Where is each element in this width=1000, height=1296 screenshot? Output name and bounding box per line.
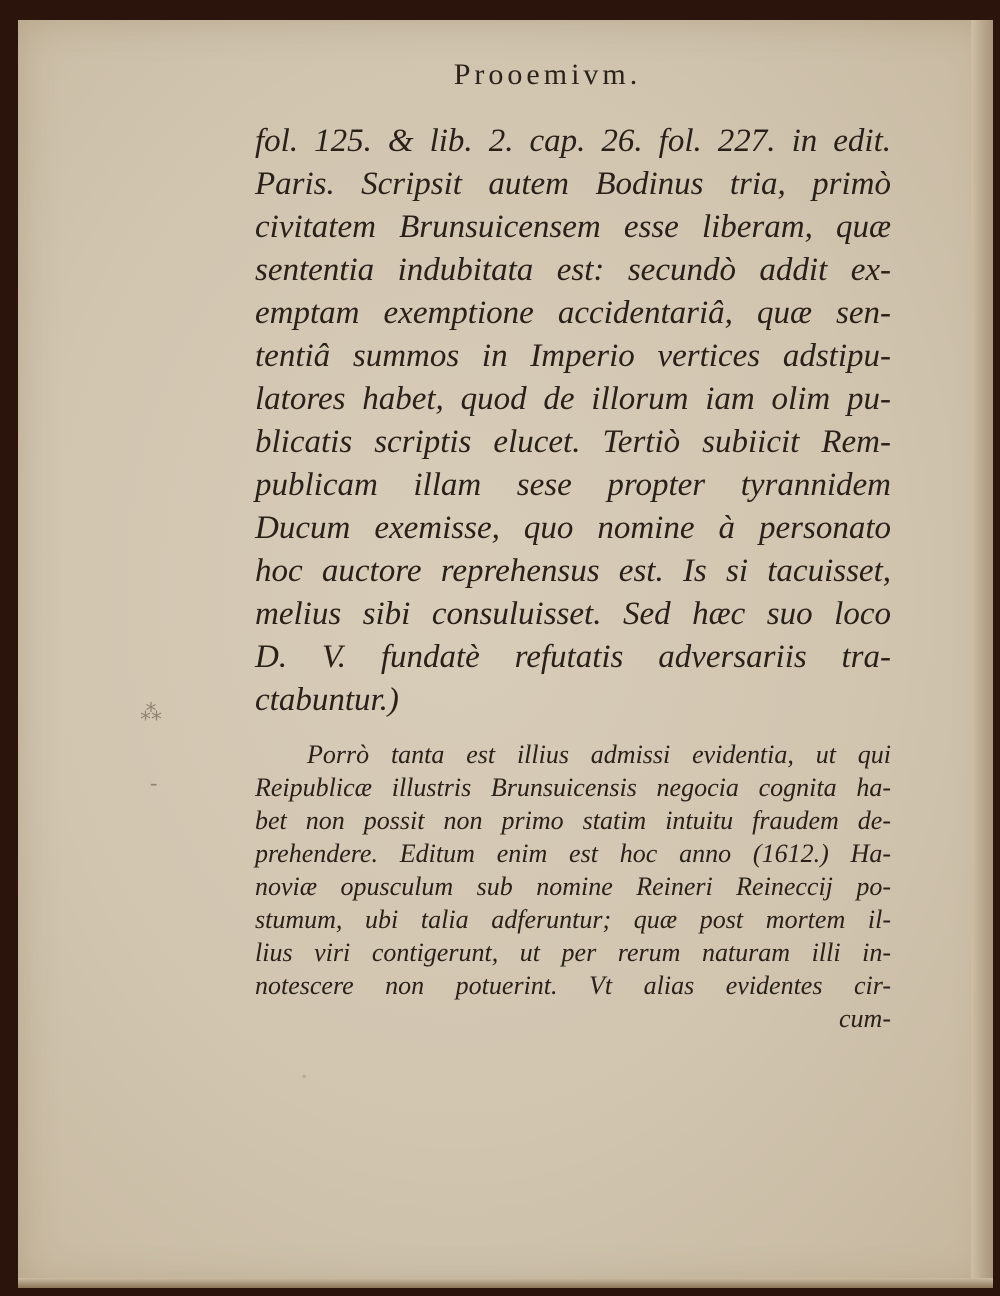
text-line: sententia indubitata est: secundò addit ex- [255, 252, 891, 288]
text-line: tentiâ summos in Imperio vertices adstipu- [255, 338, 891, 374]
text-line: hoc auctore reprehensus est. Is si tacuisset, [255, 553, 891, 589]
text-line: emptam exemptione accidentariâ, quæ sen- [255, 295, 891, 331]
text-line: fol. 125. & lib. 2. cap. 26. fol. 227. in edit. [255, 123, 891, 159]
margin-stain: ⁂ [140, 700, 162, 725]
show-through-mark: · [300, 1060, 308, 1093]
page-bottom-shadow [18, 1278, 993, 1288]
paragraph-one [255, 120, 891, 722]
text-line: blicatis scriptis elucet. Tertiò subiicit Rem- [255, 424, 891, 460]
paragraph-two [255, 738, 891, 1035]
text-line: prehendere. Editum enim est hoc anno (1612.) Ha- [255, 839, 891, 868]
text-line: lius viri contigerunt, ut per rerum naturam illi in- [255, 938, 891, 967]
text-line: publicam illam sese propter tyrannidem [255, 467, 891, 503]
text-line: Paris. Scripsit autem Bodinus tria, primò [255, 166, 891, 202]
text-line: notescere non potuerint. Vt alias evidentes cir- [255, 971, 891, 1000]
text-line: bet non possit non primo statim intuitu fraudem de- [255, 806, 891, 835]
text-line: ctabuntur.) [255, 682, 399, 718]
page-edge-shadow [971, 20, 993, 1288]
text-line: Porrò tanta est illius admissi evidentia, ut qui [307, 740, 891, 769]
text-line: latores habet, quod de illorum iam olim pu- [255, 381, 891, 417]
running-head: Prooemivm. [453, 58, 642, 91]
text-line: noviæ opusculum sub nomine Reineri Reineccij po- [255, 872, 891, 901]
text-line: Reipublicæ illustris Brunsuicensis negocia cognita ha- [255, 773, 891, 802]
text-line: D. V. fundatè refutatis adversariis tra- [255, 639, 891, 675]
text-line: melius sibi consuluisset. Sed hæc suo loco [255, 596, 891, 632]
text-line: stumum, ubi talia adferuntur; quæ post mortem il- [255, 905, 891, 934]
text-line: Ducum exemisse, quo nomine à personato [255, 510, 891, 546]
margin-stain: ‐ [150, 770, 158, 795]
text-line: civitatem Brunsuicensem esse liberam, quæ [255, 209, 891, 245]
catchword: cum- [839, 1004, 891, 1033]
